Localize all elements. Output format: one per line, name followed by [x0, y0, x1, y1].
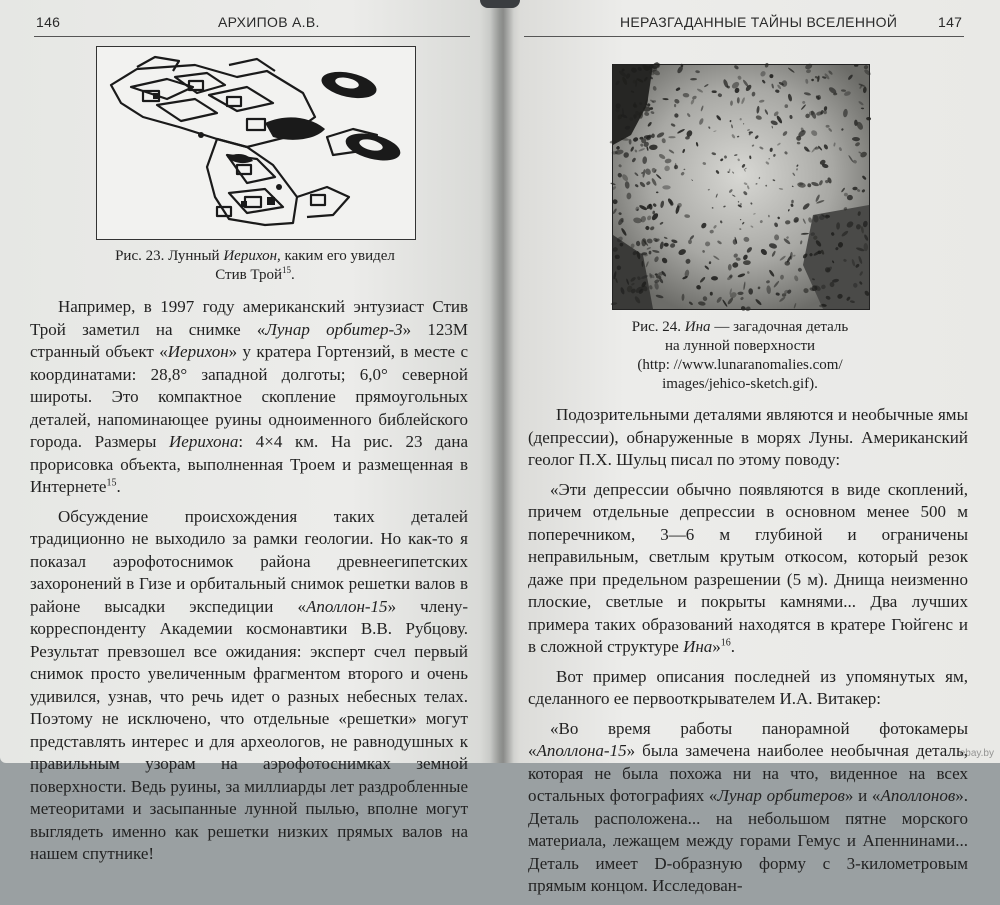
text-run: » и «	[844, 786, 881, 805]
lunar-surface-photo	[613, 65, 869, 309]
paragraph	[528, 404, 968, 472]
italic-run: Иерихона	[169, 432, 239, 451]
italic-run: Ина	[683, 637, 713, 656]
figure-24-caption	[600, 318, 880, 394]
caption-url: (http: //www.lunaranomalies.com/	[637, 357, 843, 373]
paragraph	[528, 666, 968, 711]
caption-italic: Ина	[684, 319, 711, 335]
caption-text: на лунной поверхности	[664, 338, 816, 354]
text-run: «Эти депрессии обычно появляются в виде скоплений, причем отдельные депрессии в основном менее 500 м поперечником, 3—6 м глубиной и ограничены неправильным, светлым крутым откосом, который резок даже при предельном разрешении (5 м). Днища неизменно плоские, светлые и покрыты камнями... Два лучших примера таких образований находятся в кратере Гюйгенс и в сложной структуре	[528, 479, 968, 656]
text-run: » была замечена наиболее необычная деталь, которая не была похожа ни на что, виденное на всех остальных фотографиях «	[528, 741, 968, 805]
watermark: ebay.by	[959, 748, 994, 759]
footnote-ref: 15	[282, 265, 292, 275]
text-run: .	[730, 637, 736, 656]
footnote-ref: 16	[720, 637, 731, 649]
italic-run: Аполлон-15	[305, 596, 388, 616]
italic-run: Иерихон	[167, 342, 229, 361]
text-run: .	[116, 477, 121, 496]
text-run: »	[712, 637, 721, 656]
text-run: » у кратера Гортензий, в месте с координатами: 28,8° западной долготы; 6,0° северной широты. Это компактное скопление прямоугольных деталей, напоминающее руины одноименного библейского города. Размеры	[30, 342, 469, 451]
caption-url: images/jehico-sketch.gif).	[662, 376, 818, 392]
caption-text: Стив Трой	[215, 267, 283, 283]
quote-paragraph	[528, 718, 968, 898]
italic-run: Аполлонов	[880, 786, 956, 805]
right-page	[500, 0, 1000, 895]
paragraph	[30, 296, 468, 499]
jericho-sketch-drawing	[97, 47, 415, 239]
left-running-head: АРХИПОВ А.В.	[218, 14, 320, 30]
left-page-number: 146	[36, 14, 61, 30]
footnote-ref: 15	[106, 477, 117, 489]
italic-run: Лунар орбитеров	[717, 786, 845, 805]
text-run: Вот пример описания последней из упомянутых ям, сделанного ее первооткрывателем И.А. Витакер:	[528, 666, 968, 708]
text-run: Обсуждение происхождения таких деталей традиционно не выходило за рамки геологии. Но как-то я показал аэрофотоснимок района древнеегипетских захоронений в Гизе и орбитальный снимок решетки валов в районе высадки экспедиции «	[30, 506, 468, 616]
right-running-head: НЕРАЗГАДАННЫЕ ТАЙНЫ ВСЕЛЕННОЙ	[620, 14, 898, 30]
right-body-text	[528, 404, 968, 905]
caption-text: , каким его увидел	[277, 248, 395, 264]
right-page-number: 147	[938, 14, 963, 30]
figure-23-caption	[90, 247, 420, 285]
caption-text: Рис. 24.	[631, 319, 685, 335]
text-run: ». Деталь расположена... на небольшом пятне морского материала, лежащем между горами Гемус и Апеннинами... Деталь имеет D-образную форму с 3-километровым прямым концом. Исследован-	[528, 786, 968, 895]
text-run: Подозрительными деталями являются и необычные ямы (депрессии), обнаруженные в морях Луны. Американский геолог П.Х. Шульц писал по этому поводу:	[528, 405, 968, 469]
left-head-rule	[34, 36, 470, 37]
text-run: » 123М странный объект «	[30, 319, 468, 361]
book-gutter	[490, 0, 514, 763]
paragraph	[30, 506, 468, 866]
left-page	[0, 0, 500, 863]
quote-paragraph	[528, 479, 968, 659]
italic-run: Аполлона-15	[536, 741, 627, 760]
left-body-text	[30, 296, 468, 873]
italic-run: Лунар орбитер-3	[265, 319, 403, 339]
text-run: «Во время работы панорамной фотокамеры «	[528, 718, 968, 760]
caption-text: Рис. 23. Лунный	[115, 248, 224, 264]
figure-24-ina-photo	[612, 64, 870, 310]
caption-italic: Иерихон	[223, 248, 278, 264]
caption-text: .	[291, 267, 295, 283]
text-run: » члену-корреспонденту Академии космонавтики В.В. Рубцову. Результат превзошел все ожидания: эксперт счел первый снимок просто увеличенным фрагментом второго и очень удивился, узнав, что речь идет о разных небесных телах. Поэтому не исключено, что отдельные «решетки» могут представлять интерес и для археологов, не равнодушных к правильным узорам на аэрофотоснимках земной поверхности. Ведь руины, за миллиарды лет раздробленные метеоритами и засыпанные лунной пылью, вполне могут выглядеть именно как решетки низких прямых валов на нашем спутнике!	[30, 596, 468, 863]
text-run: : 4×4 км. На рис. 23 дана прорисовка объекта, выполненная Троем и размещенная в Интернете	[30, 432, 468, 496]
right-head-rule	[524, 36, 964, 37]
binding-shadow	[480, 0, 520, 8]
text-run: Например, в 1997 году американский энтузиаст Стив Трой заметил на снимке «	[30, 297, 468, 339]
caption-text: — загадочная деталь	[710, 319, 849, 335]
figure-23-jericho-sketch	[96, 46, 416, 240]
